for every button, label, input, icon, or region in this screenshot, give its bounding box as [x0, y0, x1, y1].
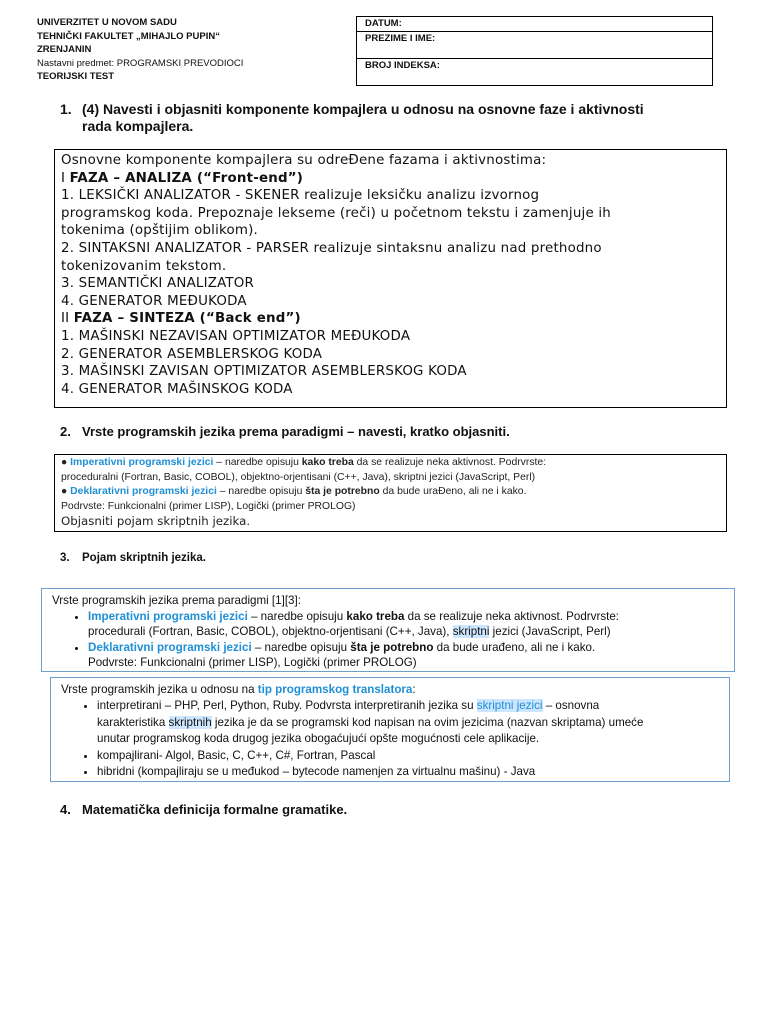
question-4	[60, 802, 347, 817]
answer-line: 3. MAŠINSKI ZAVISAN OPTIMIZATOR ASEMBLERSKOG KODA	[61, 364, 467, 380]
answer-2-box	[54, 454, 727, 532]
answer-line: proceduralni (Fortran, Basic, COBOL), objektno-orjentisani (C++, Java), skriptni jezici (JavaScript, Perl)	[61, 471, 536, 483]
question-number: 1.	[60, 101, 72, 117]
question-text-cont: rada kompajlera.	[82, 118, 194, 134]
index-field[interactable]: BROJ INDEKSA:	[365, 60, 440, 71]
question-2	[60, 424, 510, 439]
student-info-box	[356, 16, 713, 86]
translator-link: tip programskog translatora	[257, 683, 413, 696]
answer-line: tokenizovanim tekstom.	[61, 258, 227, 274]
answer-intro: Vrste programskih jezika u odnosu na tip programskog translatora:	[61, 683, 416, 696]
answer-intro: Vrste programskih jezika prema paradigmi [1][3]:	[52, 594, 301, 607]
answer-line: ● Deklarativni programski jezici – naredbe opisuju šta je potrebno da bude uraĐeno, ali ne i kako.	[61, 486, 527, 498]
course-name: Nastavni predmet: PROGRAMSKI PREVODIOCI	[37, 57, 244, 69]
answer-line: programskog koda. Prepoznaje lekseme (reči) u početnom tekstu i zamenjuje ih	[61, 205, 611, 221]
date-field[interactable]: DATUM:	[357, 17, 712, 32]
question-number: 2.	[60, 424, 71, 439]
question-text: (4) Navesti i objasniti komponente kompajlera u odnosu na osnovne faze i aktivnosti	[82, 101, 644, 117]
answer-line: 1. MAŠINSKI NEZAVISAN OPTIMIZATOR MEĐUKODA	[61, 328, 411, 344]
header-info	[37, 16, 243, 84]
list-item: • Imperativni programski jezici – naredbe opisuju kako treba da se realizuje neka aktivnost. Podrvrste: procedurali (Fortran, Basic, COBOL), objektno-orjentisani (C++, Java), skriptni jezici (JavaScript, Perl)	[88, 609, 724, 640]
answer-line: 1. LEKSIČKI ANALIZATOR - SKENER realizuje leksičku analizu izvornog	[61, 188, 540, 204]
question-number: 3.	[60, 552, 70, 564]
bullet-icon: ●	[61, 486, 68, 498]
question-text: Vrste programskih jezika prema paradigmi – navesti, kratko objasniti.	[82, 424, 510, 439]
list-item: • interpretirani – PHP, Perl, Python, Ruby. Podvrsta interpretiranih jezika su skriptni jezici – osnovna karakteristika skriptnih jezika je da se programski kod napisan na ovim jezicima (nazvan skriptama) umeće unutar programskog koda drugog jezika obogaćujući opšte mogućnosti cele aplikacije.	[97, 698, 719, 747]
answer-3b-box	[50, 677, 730, 782]
question-number: 4.	[60, 802, 71, 817]
answer-line: Objasniti pojam skriptnih jezika.	[61, 514, 251, 529]
question-3	[60, 552, 206, 564]
answer-line: 2. SINTAKSNI ANALIZATOR - PARSER realizuje sintaksnu analizu nad prethodno	[61, 240, 602, 256]
question-text: Pojam skriptnih jezika.	[82, 552, 206, 564]
city-name: ZRENJANIN	[37, 44, 92, 55]
name-field[interactable]: PREZIME I IME:	[357, 32, 712, 59]
list-item: • Deklarativni programski jezici – naredbe opisuju šta je potrebno da bude urađeno, ali ne i kako. Podvrste: Funkcionalni (primer LISP), Logički (primer PROLOG)	[88, 640, 724, 671]
answer-line: tokenima (opštijim oblikom).	[61, 223, 259, 239]
answer-line: Osnovne komponente kompajlera su odreĐene fazama i aktivnostima:	[61, 153, 547, 168]
list-item: • kompajlirani- Algol, Basic, C, C++, C#, Fortran, Pascal	[97, 748, 719, 764]
phase-1-heading: I FAZA – ANALIZA (“Front-end”)	[61, 170, 304, 186]
answer-line: 4. GENERATOR MAŠINSKOG KODA	[61, 381, 293, 397]
list-item: • hibridni (kompajliraju se u međukod – bytecode namenjen za virtualnu mašinu) - Java	[97, 764, 719, 780]
answer-1-box	[54, 149, 727, 408]
answer-line: 4. GENERATOR MEĐUKODA	[61, 293, 247, 309]
university-name: UNIVERZITET U NOVOM SADU	[37, 17, 177, 28]
answer-line: 3. SEMANTIČKI ANALIZATOR	[61, 276, 255, 292]
answer-line: 2. GENERATOR ASEMBLERSKOG KODA	[61, 346, 323, 362]
answer-line: Podrvste: Funkcionalni (primer LISP), Logički (primer PROLOG)	[61, 500, 356, 512]
bullet-icon: ●	[61, 457, 68, 468]
answer-3-box	[41, 588, 735, 672]
phase-2-heading: II FAZA – SINTEZA (“Back end”)	[61, 311, 301, 327]
test-name: TEORIJSKI TEST	[37, 71, 115, 82]
faculty-name: TEHNIČKI FAKULTET „MIHAJLO PUPIN“	[37, 30, 220, 42]
question-text: Matematička definicija formalne gramatike.	[82, 802, 348, 817]
question-1	[60, 101, 720, 135]
answer-line: ● Imperativni programski jezici – naredbe opisuju kako treba da se realizuje neka aktivnost. Podrvrste:	[61, 457, 547, 468]
